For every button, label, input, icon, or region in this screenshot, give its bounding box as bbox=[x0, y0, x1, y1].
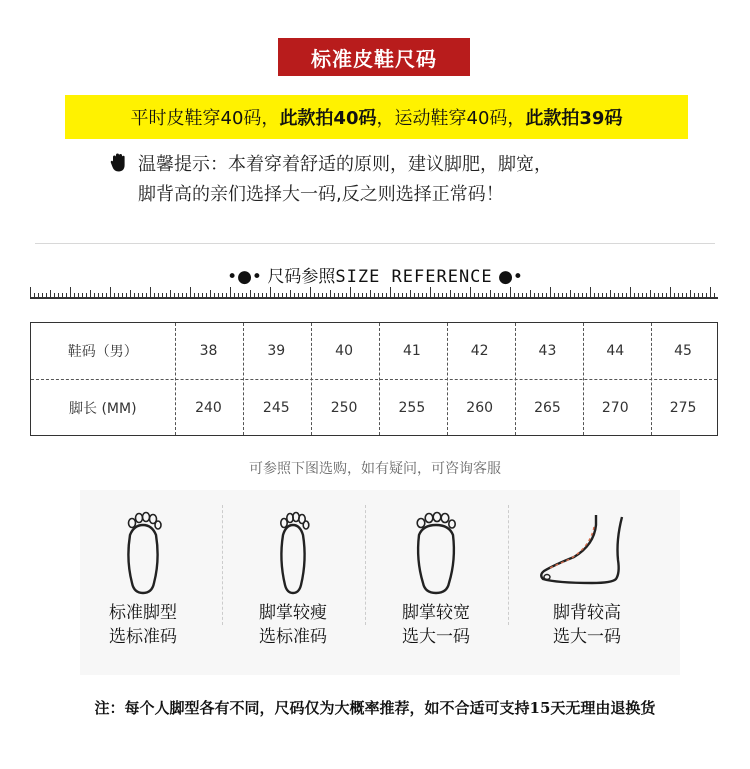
foot-type-wide bbox=[361, 505, 511, 665]
column-divider bbox=[243, 323, 244, 435]
page-title: 标准皮鞋尺码 bbox=[278, 38, 470, 76]
table-cell: 255 bbox=[398, 400, 426, 416]
column-divider bbox=[447, 323, 448, 435]
size-reference-heading bbox=[0, 262, 750, 287]
selection-note: 可参照下图选购，如有疑问，可咨询客服 bbox=[249, 461, 501, 477]
column-divider bbox=[311, 323, 312, 435]
high-instep-foot-icon bbox=[512, 505, 662, 600]
column-divider bbox=[651, 323, 652, 435]
table-cell: 270 bbox=[601, 400, 629, 416]
table-cell: 44 bbox=[606, 343, 625, 359]
foot-type-narrow bbox=[218, 505, 368, 665]
size-table bbox=[30, 322, 718, 436]
standard-foot-icon bbox=[68, 505, 218, 600]
table-cell: 260 bbox=[466, 400, 494, 416]
foot-type-label bbox=[361, 601, 511, 649]
table-cell: 265 bbox=[534, 400, 561, 416]
banner-highlight-1: 此款拍40码 bbox=[279, 108, 377, 129]
foot-type-title: 标准脚型 bbox=[109, 603, 177, 623]
row-label-foot-length: 脚长 (MM) bbox=[69, 401, 137, 417]
column-divider bbox=[175, 323, 176, 435]
foot-type-standard bbox=[68, 505, 218, 665]
size-advice-banner bbox=[65, 95, 688, 139]
right-decoration: ●• bbox=[498, 267, 523, 287]
foot-type-advice: 选标准码 bbox=[109, 627, 177, 647]
table-row-shoe-size bbox=[31, 323, 717, 380]
foot-type-title: 脚掌较宽 bbox=[402, 603, 470, 623]
hand-icon bbox=[110, 153, 128, 183]
row-label-shoe-size: 鞋码（男） bbox=[67, 344, 138, 360]
foot-type-label bbox=[512, 601, 662, 649]
reference-label: 尺码参照 bbox=[267, 267, 336, 287]
reference-latin-label: SIZE REFERENCE bbox=[335, 267, 493, 287]
table-cell: 240 bbox=[195, 400, 222, 416]
narrow-foot-icon bbox=[218, 505, 368, 600]
column-divider bbox=[515, 323, 516, 435]
foot-type-high-instep bbox=[512, 505, 662, 665]
table-cell: 245 bbox=[262, 400, 290, 416]
table-cell: 250 bbox=[330, 400, 358, 416]
table-cell: 38 bbox=[199, 343, 218, 359]
foot-type-advice: 选标准码 bbox=[259, 627, 327, 647]
table-cell: 40 bbox=[335, 343, 353, 359]
foot-divider bbox=[508, 505, 509, 625]
section-divider bbox=[35, 243, 715, 244]
table-cell: 45 bbox=[674, 343, 692, 359]
foot-type-title: 脚背较高 bbox=[553, 603, 621, 623]
foot-type-title: 脚掌较瘦 bbox=[259, 603, 327, 623]
table-cell: 42 bbox=[470, 343, 489, 359]
banner-text-2: ，运动鞋穿40码， bbox=[376, 108, 526, 129]
foot-type-advice: 选大一码 bbox=[402, 627, 470, 647]
tip-line-1: 温馨提示：本着穿着舒适的原则，建议脚肥，脚宽， bbox=[138, 154, 552, 175]
column-divider bbox=[379, 323, 380, 435]
table-cell: 39 bbox=[267, 343, 286, 359]
column-divider bbox=[583, 323, 584, 435]
tip-line-2: 脚背高的亲们选择大一码,反之则选择正常码！ bbox=[138, 184, 504, 205]
banner-text-1: 平时皮鞋穿40码， bbox=[130, 108, 280, 129]
foot-type-label bbox=[218, 601, 368, 649]
foot-type-label bbox=[68, 601, 218, 649]
table-row-foot-length bbox=[31, 380, 717, 436]
ruler-decoration bbox=[30, 286, 718, 300]
return-policy-note: 注：每个人脚型各有不同，尺码仅为大概率推荐，如不合适可支持15天无理由退换货 bbox=[94, 699, 656, 717]
wide-foot-icon bbox=[361, 505, 511, 600]
table-cell: 275 bbox=[669, 400, 697, 416]
table-cell: 41 bbox=[402, 343, 421, 359]
table-cell: 43 bbox=[538, 343, 557, 359]
foot-type-advice: 选大一码 bbox=[553, 627, 621, 647]
left-decoration: •●• bbox=[227, 267, 262, 287]
banner-highlight-2: 此款拍39码 bbox=[525, 108, 623, 129]
